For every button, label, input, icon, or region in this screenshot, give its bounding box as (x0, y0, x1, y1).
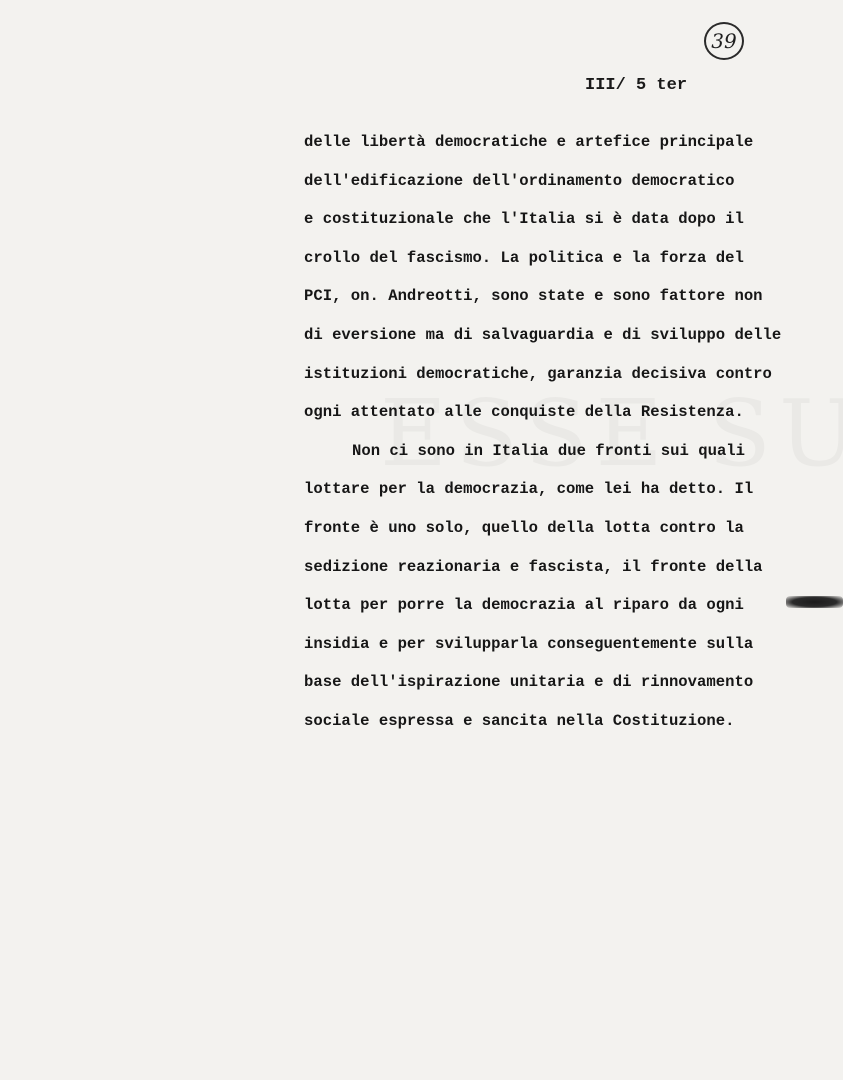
text-line: lotta per porre la democrazia al riparo da ogni (304, 596, 744, 615)
text-line: delle libertà democratiche e artefice principale (304, 133, 754, 151)
text-line: fronte è uno solo, quello della lotta contro la (304, 518, 744, 537)
page-number: 39 (704, 22, 744, 60)
text-line: istituzioni democratiche, garanzia decisiva contro (304, 364, 772, 383)
text-line: e costituzionale che l'Italia si è data dopo il (304, 210, 744, 229)
ink-strikeout-mark (786, 596, 843, 608)
paragraph-2 (304, 432, 834, 741)
text-line: crollo del fascismo. La politica e la forza del (304, 248, 744, 267)
text-line: sociale espressa e sancita nella Costituzione. (304, 711, 735, 730)
text-line: sedizione reazionaria e fascista, il fronte della (304, 557, 763, 576)
text-line: dell'edificazione dell'ordinamento democratico (304, 171, 735, 190)
text-line: ogni attentato alle conquiste della Resistenza. (304, 403, 744, 422)
text-line: base dell'ispirazione unitaria e di rinnovamento (304, 673, 754, 692)
text-line: lottare per la democrazia, come lei ha detto. Il (304, 480, 754, 499)
text-line: PCI, on. Andreotti, sono state e sono fattore non (304, 287, 763, 306)
text-line: di eversione ma di salvaguardia e di sviluppo delle (304, 325, 782, 344)
body-text (304, 123, 834, 741)
text-line: insidia e per svilupparla conseguentemente sulla (304, 634, 754, 653)
header-reference: III/ 5 ter (585, 76, 688, 95)
text-line: Non ci sono in Italia due fronti sui quali (352, 441, 746, 460)
paragraph-1 (304, 123, 834, 432)
